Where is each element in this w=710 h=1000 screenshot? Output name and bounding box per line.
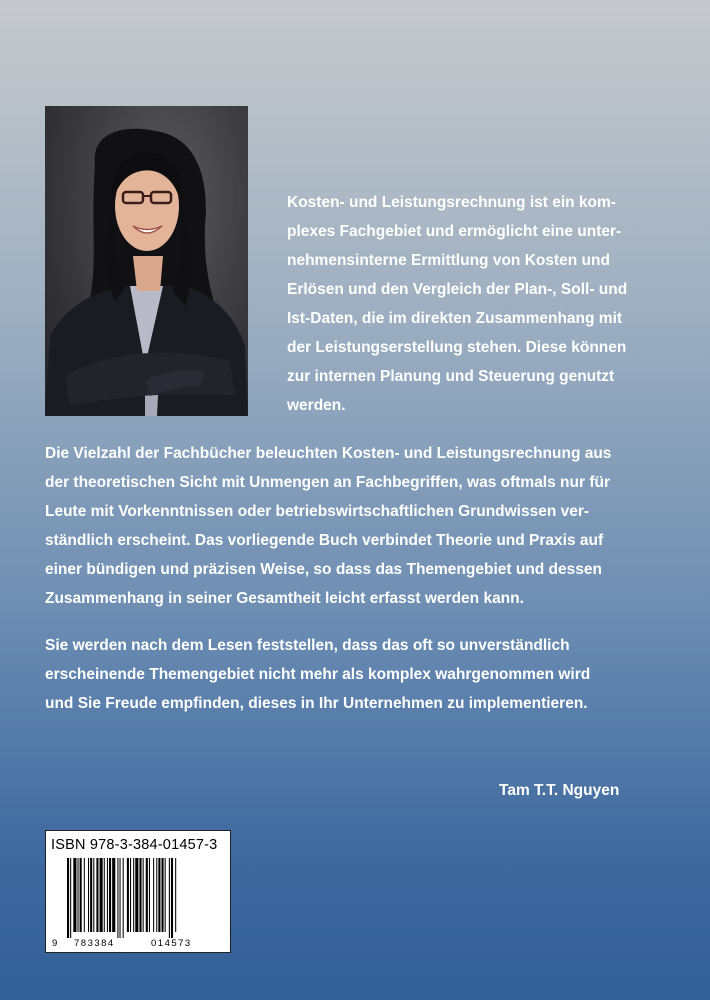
barcode-bar — [127, 858, 129, 932]
barcode-bar — [88, 858, 89, 932]
barcode-bar — [158, 858, 160, 932]
barcode-bar — [153, 858, 154, 932]
barcode-bar — [96, 858, 98, 932]
closing-paragraph: Sie werden nach dem Lesen feststellen, dass das oft so unverständlich erscheinende Themengebiet nicht mehr als komplex wahrgenommen wird und Sie Freude empfinden, dieses in Ihr Unternehmen zu implementieren. — [45, 637, 591, 712]
barcode-bar — [78, 858, 79, 932]
barcode-bar — [139, 858, 141, 932]
ean-left-digits: 783384 — [74, 938, 115, 949]
barcode-bar — [156, 858, 157, 932]
barcode-bar — [93, 858, 94, 932]
barcode-bar — [80, 858, 82, 932]
barcode-bar — [107, 858, 108, 932]
barcode-bar — [175, 858, 176, 932]
barcode-bar — [162, 858, 164, 932]
barcode-bar — [149, 858, 150, 932]
description-paragraph: Die Vielzahl der Fachbücher beleuchten Kosten- und Leistungsrechnung aus der theoretischen Sicht mit Unmengen an Fachbegriffen, was oftmals nur für Leute mit Vorkenntnissen oder betriebswirtschaftlichen Grundwissen ver- ständlich erscheint. Das vorliegende Buch verbindet Theorie und Praxis auf einer bündigen und präzisen Weise, so dass das Themengebiet und dessen Zusammenhang in seiner Gesamtheit leicht erfasst werden kann. — [45, 445, 612, 607]
barcode-bar — [143, 858, 144, 932]
ean-right-digits: 014573 — [151, 938, 192, 949]
portrait-image — [45, 106, 248, 416]
barcode-bar — [165, 858, 166, 932]
barcode-bar — [120, 858, 121, 938]
barcode-bar — [171, 858, 173, 938]
barcode-bar — [146, 858, 148, 932]
barcode-bar — [84, 858, 85, 932]
author-photo — [45, 106, 248, 416]
barcode-bar — [112, 858, 115, 932]
barcode-bar — [67, 858, 69, 938]
author-name: Tam T.T. Nguyen — [499, 782, 620, 799]
barcode-bar — [109, 858, 111, 932]
barcode-bar — [73, 858, 76, 932]
barcode-bars — [49, 858, 227, 938]
ean-first-digit: 9 — [52, 938, 59, 949]
intro-paragraph: Kosten- und Leistungsrechnung ist ein kom- plexes Fachgebiet und ermöglicht eine unter- nehmensinterne Ermittlung von Kosten und Erlösen und den Vergleich der Plan-, Soll- und Ist-Daten, die im direkten Zusammenhang mit der Leistungserstellung stehen. Diese können zur internen Planung und Steuerung genutzt werden. — [287, 194, 628, 414]
barcode-bar — [169, 858, 170, 938]
isbn-label: ISBN 978-3-384-01457-3 — [51, 837, 218, 853]
barcode-bar — [123, 858, 124, 938]
isbn-barcode — [45, 830, 231, 953]
barcode-bar — [104, 858, 105, 932]
barcode-bar — [70, 858, 71, 938]
barcode-bar — [100, 858, 103, 932]
barcode-bar — [117, 858, 118, 938]
barcode-bar — [90, 858, 92, 932]
barcode-bar — [133, 858, 134, 932]
barcode-bar — [130, 858, 131, 932]
barcode-bar — [135, 858, 138, 932]
